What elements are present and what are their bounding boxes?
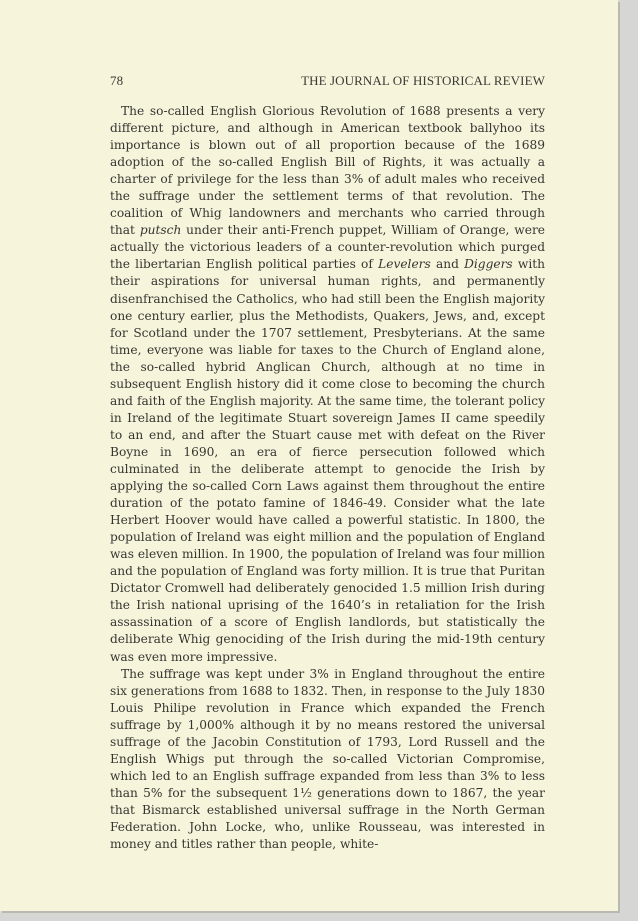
text-segment: The suffrage was kept under 3% in England throughout the entire six generations from 1688 to 1832. Then, in response to the July 1830 Louis Philipe revolution in France which expanded the French suffrage by 1,000% although it by no means restored the universal suffrage of the Jacobin Constitution of 1793, Lord Russell and the English Whigs put through the so-called Victorian Compromise, which led to an English suffrage expanded from less than 3% to less than 5% for the subsequent 1½ generations down to 1867, the year that Bismarck established universal suffrage in the North German Federation. John Locke, who, unlike Rousseau, was interested in money and titles rather than people, white-: [110, 666, 545, 852]
text-segment: with their aspirations for universal human rights, and permanently disenfranchised the Catholics, who had still been the English majority one century earlier, plus the Methodists, Quakers, Jews, and, except for Scotland under the 1707 settlement, Presbyterians. At the same time, everyone was liable for taxes to the Church of England alone, the so-called hybrid Anglican Church, although at no time in subsequent English history did it come close to becoming the church and faith of the English majority. At the same time, the tolerant policy in Ireland of the legitimate Stuart sovereign James II came speedily to an end, and after the Stuart cause met with defeat on the River Boyne in 1690, an era of fierce persecution followed which culminated in the deliberate attempt to genocide the Irish by applying the so-called Corn Laws against them throughout the entire duration of the potato famine of 1846-49. Consider what the late Herbert Hoover would have called a powerful statistic. In 1800, the population of Ireland was eight million and the population of England was eleven million. In 1900, the population of Ireland was four million and the population of England was forty million. It is true that Puritan Dictator Cromwell had deliberately genocided 1.5 million Irish during the Irish national uprising of the 1640’s in retaliation for the Irish assassination of a score of English landlords, but statistically the deliberate Whig genociding of the Irish during the mid-19th century was even more impressive.: [110, 257, 546, 664]
text-segment: under their anti-French puppet, William of Orange, were actually the victorious leaders of a counter-revolution which purged the libertarian English political parties of: [110, 223, 545, 272]
paragraph-glorious-revolution: [110, 103, 545, 666]
text-segment: The so-called English Glorious Revolution of 1688 presents a very different picture, and although in American textbook ballyhoo its importance is blown out of all proportion because of the 1689 adoption of the so-called English Bill of Rights, it was actually a charter of privilege for the less than 3% of adult males who received the suffrage under the settlement terms of that revolution. The coalition of Whig landowners and merchants who carried through that: [110, 104, 545, 238]
italic-term-putsch: putsch: [139, 223, 182, 238]
italic-term-levelers: Levelers: [378, 257, 431, 272]
article-body: [110, 103, 545, 853]
running-header: [110, 73, 545, 89]
italic-term-diggers: Diggers: [464, 257, 513, 272]
paragraph-suffrage: [110, 666, 545, 854]
journal-title: THE JOURNAL OF HISTORICAL REVIEW: [301, 73, 545, 88]
page-number: 78: [110, 73, 124, 88]
text-segment: and: [430, 257, 465, 272]
